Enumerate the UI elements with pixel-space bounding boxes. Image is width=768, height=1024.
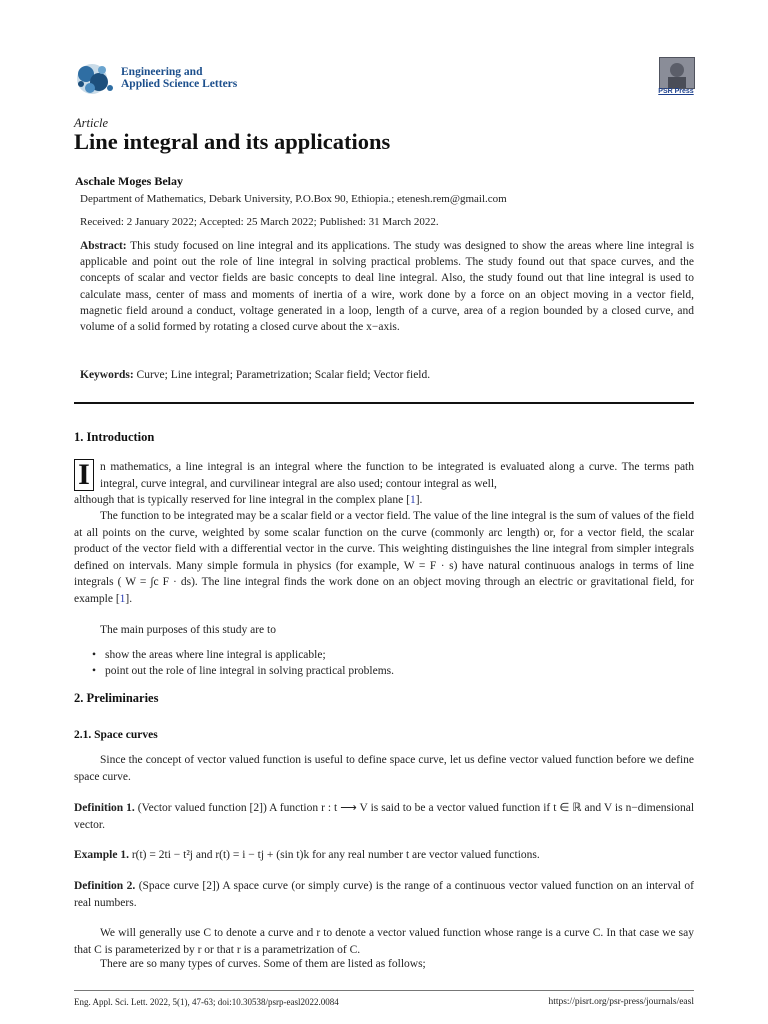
divider <box>74 402 694 404</box>
intro-paragraph-2: The function to be integrated may be a scalar field or a vector field. The value of the line integral is the sum of values of the field at all points on the curve, weighted by some scalar function on the curve (commonly arc length) or, for a vector field, the scalar product of the vector field with a differential vector in the curve. This weighting distinguishes the line integral from simpler integrals defined on intervals. Many simple formula in physics (for example, W = F · s) have natural continuous analogs in terms of line integrals ( W = ∫c F · ds). The line integral finds the work done on an object moving through an electric or gravitational field, for example [1]. <box>74 510 694 605</box>
footer-url[interactable]: https://pisrt.org/psr-press/journals/easl <box>548 997 694 1007</box>
journal-name-line2: Applied Science Letters <box>121 78 238 90</box>
definition-2 <box>74 878 694 911</box>
intro-p1-last: although that is typically reserved for line integral in the complex plane [ <box>74 494 410 506</box>
section-heading-introduction: 1. Introduction <box>74 430 155 444</box>
journal-logo <box>72 58 118 100</box>
definition-1-text: (Vector valued function [2]) A function r : t ⟶ V is said to be a vector valued function if t ∈ ℝ <box>137 802 582 814</box>
drop-cap: I <box>74 459 94 491</box>
keywords-text: Curve; Line integral; Parametrization; Scalar field; Vector field. <box>136 369 431 381</box>
intro-p1-end: ]. <box>415 494 423 506</box>
footer-citation: Eng. Appl. Sci. Lett. 2022, 5(1), 47-63; doi:10.30538/psrp-easl2022.0084 <box>74 997 339 1007</box>
journal-name-line1: Engineering and <box>121 66 203 78</box>
intro-p2-text: The function to be integrated may be a scalar field or a vector field. The value of the line integral is the sum of values of the field at all points on the curve, weighted by some scalar function on the curve (commonly arc length) or, for a vector field, the scalar product of the vector field with a differential vector in the curve. This weighting distinguishes the line integral from simpler integrals defined on intervals. Many simple formula in physics (for example, W = F · s) have natural continuous analogs in terms of line integrals ( W = ∫c F · ds). <box>74 510 694 588</box>
article-type: Article <box>74 116 109 130</box>
keywords-label: Keywords: <box>80 369 134 381</box>
abstract <box>80 238 694 335</box>
list-item: • point out the role of line integral in solving practical problems. <box>92 664 394 680</box>
purpose-list <box>92 648 394 679</box>
definition-2-text: (Space curve [2]) A space curve (or simply curve) is the range of a continuous vector valued function on an interval of real numbers. <box>74 880 695 909</box>
definition-1-label: Definition 1. <box>74 802 135 814</box>
dates: Received: 2 January 2022; Accepted: 25 March 2022; Published: 31 March 2022. <box>80 216 439 228</box>
publisher-name[interactable]: PSR Press <box>658 88 694 95</box>
subsection-heading-space-curves: 2.1. Space curves <box>74 729 158 741</box>
intro-paragraph-1-end <box>74 492 694 509</box>
paper-title: Line integral and its applications <box>74 129 391 154</box>
space-curves-paragraph: Since the concept of vector valued function is useful to define space curve, let us define vector valued function before we define space curve. <box>74 754 694 783</box>
author: Aschale Moges Belay <box>75 174 183 188</box>
intro-p2-last: The line integral finds the work done on an object moving through an electric or gravitational field, for example <box>74 576 694 605</box>
list-item: • show the areas where line integral is applicable; <box>92 648 394 664</box>
citation-link[interactable]: 1 <box>409 494 416 506</box>
notation-paragraph: We will generally use C to denote a curve and r to denote a vector valued function whose range is a curve C. In that case we say that C is parameterized by r or that r is a parametrization of C. <box>74 927 694 956</box>
affiliation: Department of Mathematics, Debark University, P.O.Box 90, Ethiopia.; etenesh.rem@gmail.com <box>80 193 507 205</box>
journal-name[interactable] <box>121 66 237 90</box>
example-1 <box>74 847 694 864</box>
curve-types-paragraph: There are so many types of curves. Some of them are listed as follows; <box>100 958 426 970</box>
abstract-text: This study focused on line integral and its applications. The study was designed to show the areas where line integral is applicable and point out the role of line integral in solving practical problems. The study found out that space curves, and the concepts of scalar and vector fields are basic concepts to deal line integral. Also, the study found out that line integral is used to calculate mass, center of mass and moments of inertia of a wire, work done by a force on an object moving in a vector field, magnetic field around a conduct, voltage generated in a loop, length of a curve, area of a region bounded by a closed curve, and volume of a solid formed by rotating a closed curve about the x−axis. <box>80 240 694 334</box>
intro-paragraph-3: The main purposes of this study are to <box>100 624 276 636</box>
footer-divider <box>74 990 694 991</box>
intro-paragraph-1-text: n mathematics, a line integral is an integral where the function to be integrated is evaluated along a curve. The terms path integral, curve integral, and curvilinear integral are also used; contour integral as well, <box>100 461 694 490</box>
definition-1-text-2: and V is n−dimensional vector. <box>74 802 695 831</box>
keywords <box>80 369 430 381</box>
intro-paragraph-1 <box>100 459 694 492</box>
citation-link[interactable]: 1 <box>119 592 126 605</box>
example-1-label: Example 1. <box>74 849 129 861</box>
definition-1 <box>74 800 694 833</box>
definition-2-label: Definition 2. <box>74 880 136 892</box>
publisher-logo <box>659 57 695 89</box>
example-1-text: r(t) = 2ti − t²j and r(t) = i − tj + (sin t)k for any real number t are vector valued functions. <box>131 849 540 861</box>
abstract-label: Abstract: <box>80 240 127 252</box>
section-heading-preliminaries: 2. Preliminaries <box>74 691 159 705</box>
